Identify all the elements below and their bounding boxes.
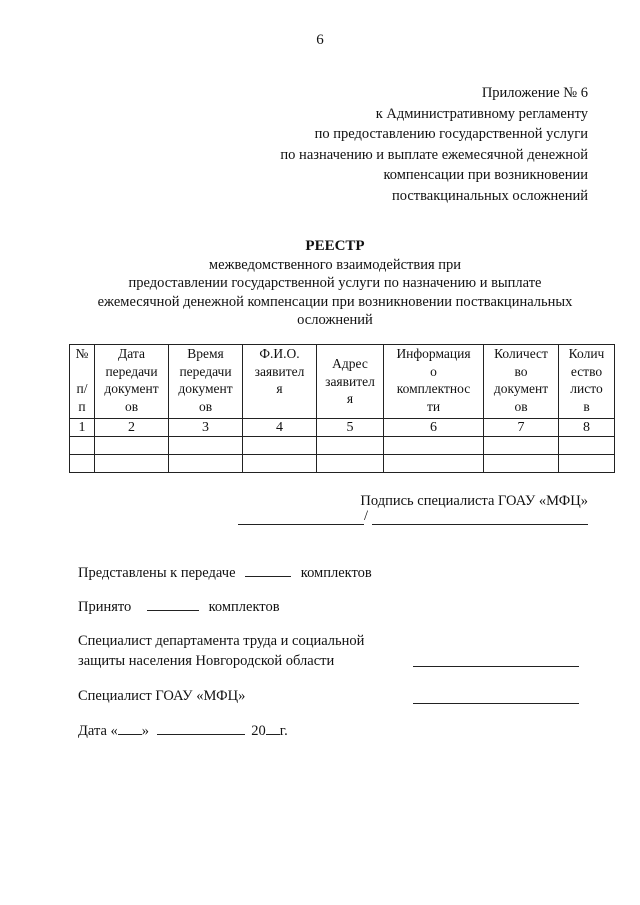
presented-field xyxy=(78,563,372,583)
specialist-dept-signature-line[interactable] xyxy=(413,666,579,667)
specialist-dept xyxy=(78,631,364,671)
header-cell-info: Информация о комплектнос ти xyxy=(384,345,484,419)
date-field: Дата « » 20 г. xyxy=(78,723,288,739)
accepted-blank[interactable] xyxy=(147,597,199,611)
header-cell-sheet-count: Колич ество листо в xyxy=(559,345,615,419)
accepted-field xyxy=(78,597,280,617)
date-day-blank[interactable] xyxy=(118,721,142,735)
document-title: РЕЕСТР xyxy=(305,238,365,254)
numbering-cell: 3 xyxy=(169,419,243,437)
header-row xyxy=(70,345,615,419)
accepted-suffix: комплектов xyxy=(208,599,280,615)
signature-label: Подпись специалиста ГОАУ «МФЦ» xyxy=(360,493,588,509)
empty-row xyxy=(70,437,615,455)
numbering-cell: 1 xyxy=(70,419,95,437)
numbering-cell: 2 xyxy=(95,419,169,437)
header-cell-time: Время передачи документ ов xyxy=(169,345,243,419)
presented-suffix: комплектов xyxy=(300,565,372,581)
header-cell-number: № п/ п xyxy=(70,345,95,419)
numbering-cell: 4 xyxy=(243,419,317,437)
accepted-label: Принято xyxy=(78,599,132,615)
appendix-line: к Административному регламенту xyxy=(375,105,588,122)
appendix-line: компенсации при возникновении xyxy=(383,167,588,184)
signature-separator: / xyxy=(364,508,369,524)
appendix-line: поствакцинальных осложнений xyxy=(391,187,588,204)
numbering-cell: 5 xyxy=(317,419,384,437)
appendix-header xyxy=(280,83,588,207)
header-cell-date: Дата передачи документ ов xyxy=(95,345,169,419)
specialist-dept-line: защиты населения Новгородской области xyxy=(78,653,335,669)
subtitle-line: ежемесячной денежной компенсации при возникновении поствакцинальных xyxy=(97,293,573,310)
numbering-row xyxy=(70,419,615,437)
numbering-cell: 6 xyxy=(384,419,484,437)
title-block xyxy=(60,236,610,330)
appendix-line: Приложение № 6 xyxy=(481,85,588,101)
specialist-mfc-signature-line[interactable] xyxy=(413,703,579,704)
date-month-blank[interactable] xyxy=(157,721,245,735)
empty-row xyxy=(70,455,615,473)
subtitle-line: предоставлении государственной услуги по назначению и выплате xyxy=(128,275,542,292)
header-cell-doc-count: Количест во документ ов xyxy=(484,345,559,419)
appendix-line: по назначению и выплате ежемесячной денежной xyxy=(280,146,588,163)
specialist-dept-line: Специалист департамента труда и социальной xyxy=(78,633,365,649)
date-label: Дата « xyxy=(78,723,118,739)
page-number: 6 xyxy=(316,32,324,48)
specialist-mfc: Специалист ГОАУ «МФЦ» xyxy=(78,688,246,704)
numbering-cell: 8 xyxy=(559,419,615,437)
numbering-cell: 7 xyxy=(484,419,559,437)
presented-blank[interactable] xyxy=(245,563,291,577)
registry-table xyxy=(69,344,615,473)
date-year-blank[interactable] xyxy=(266,721,280,735)
header-cell-name: Ф.И.О. заявител я xyxy=(243,345,317,419)
document-subtitle xyxy=(60,256,610,330)
signature-line-right[interactable] xyxy=(372,524,588,525)
subtitle-line: межведомственного взаимодействия при xyxy=(208,257,462,273)
signature-line-left[interactable] xyxy=(238,524,364,525)
header-cell-address: Адрес заявител я xyxy=(317,345,384,419)
appendix-line: по предоставлению государственной услуги xyxy=(314,126,588,143)
presented-label: Представлены к передаче xyxy=(78,565,236,581)
subtitle-line: осложнений xyxy=(297,312,373,329)
